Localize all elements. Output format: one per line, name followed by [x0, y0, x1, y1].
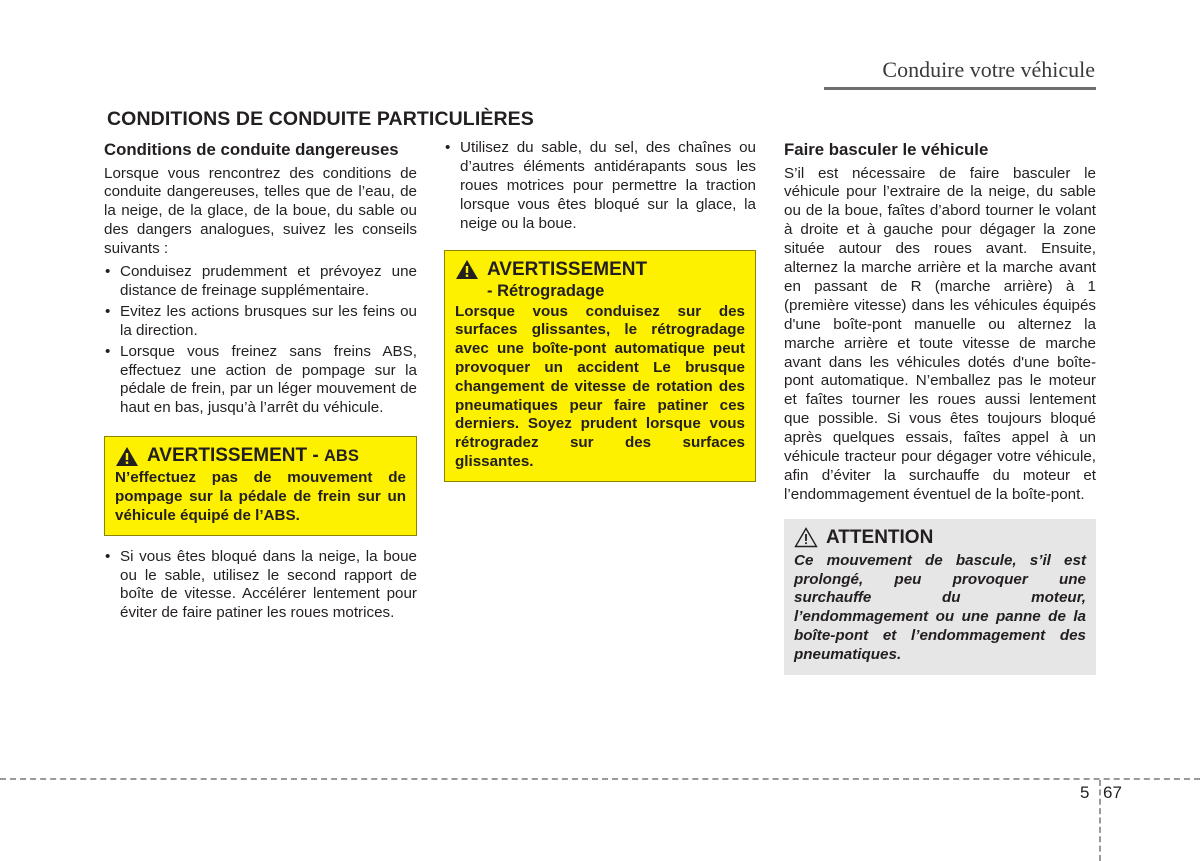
list-item: • Utilisez du sable, du sel, des chaînes ou d’autres éléments antidérapants sous les roues motrices pour permettre la traction lorsque vous êtes bloqué sur la glace, la neige ou la boue. [445, 139, 756, 232]
warning-header [115, 445, 406, 467]
list-item: • Conduisez prudemment et prévoyez une distance de freinage supplémentaire. [105, 263, 417, 299]
list-item: • Si vous êtes bloqué dans la neige, la boue ou le sable, utilisez le second rapport de boîte de vitesse. Accélérer lentement pour éviter de faire patiner les roues motrices. [105, 547, 417, 622]
section-title: CONDITIONS DE CONDUITE PARTICULIÈRES [107, 108, 534, 130]
caution-triangle-icon [794, 527, 818, 548]
attention-box [784, 519, 1096, 675]
intro-paragraph: Lorsque vous rencontrez des conditions de conduite dangereuses, telles que de l’eau, de la neige, de la glace, de la boue, du sable ou des dangers analogues, suivez les conseils suivants : [104, 164, 417, 258]
rocking-paragraph: S’il est nécessaire de faire basculer le véhicule pour l’extraire de la neige, du sable ou de la boue, faîtes d’abord tourner le volant à droite et à gauche pour dégager la zone située autour des roues avant. Ensuite, alternez la marche arrière et la marche avant en passant de R (marche arrière) à 1 (première vitesse) dans les véhicules équipés d'une boîte-pont manuelle ou alternez la marche arrière et toute vitesse de marche avant dans les véhicules dotés d'une boîte-pont automatique. N’emballez pas le moteur et faîtes tourner les roues aussi lentement que possible. Si vous êtes toujours bloqué après quelques essais, faîtes appel à un véhicule tracteur pour dégager votre véhicule, afin d’éviter la surchauffe du moteur et l’endommagement éventuel de la boîte-pont. [784, 164, 1096, 503]
column-2 [444, 139, 756, 482]
footer-rule [0, 778, 1200, 780]
heading-dangerous-conditions: Conditions de conduite dangereuses [104, 140, 399, 159]
column-3 [784, 140, 1096, 675]
attention-text: Ce mouvement de bascule, s’il est prolongé, peu provoquer une surchauffe du moteur, l’endommagement ou une panne de la boîte-pont et l’endommagement des pneumatiques. [794, 551, 1086, 663]
advice-list [104, 263, 417, 418]
warning-subtitle: - Rétrogradage [487, 281, 605, 300]
warning-title: AVERTISSEMENT [487, 258, 648, 280]
attention-header [794, 527, 1086, 549]
attention-title: ATTENTION [826, 526, 934, 548]
page-header-title: Conduire votre véhicule [882, 57, 1095, 82]
warning-text: N’effectuez pas de mouvement de pompage sur la pédale de frein sur un véhicule équipé de l’ABS. [115, 469, 406, 524]
warning-triangle-icon [455, 259, 479, 280]
warning-text: Lorsque vous conduisez sur des surfaces glissantes, le rétrogradage avec une boîte-pont automatique peut provoquer un accident Le brusque changement de vitesse de rotation des pneumatiques peur faire patiner ces derniers. Soyez prudent lorsque vous rétrogradez sur des surfaces glissantes. [455, 302, 745, 470]
list-item: • Lorsque vous freinez sans freins ABS, effectuez une action de pompage sur la pédale de frein, par un léger mouvement de haut en bas, jusqu’à l’arrêt du véhicule. [105, 342, 417, 417]
bullet-icon: • [445, 139, 451, 156]
footer-divider [1099, 780, 1101, 861]
bullet-icon: • [105, 263, 111, 281]
bullet-icon: • [105, 547, 111, 565]
bullet-icon: • [105, 302, 111, 320]
warning-box-downshift [444, 250, 756, 482]
list-item: • Evitez les actions brusques sur les feins ou la direction. [105, 302, 417, 339]
warning-box-abs [104, 436, 417, 535]
bullet-icon: • [105, 342, 111, 360]
column-1 [104, 140, 417, 625]
warning-triangle-icon [115, 446, 139, 467]
warning-title: AVERTISSEMENT - ABS [147, 445, 359, 467]
warning-header [455, 259, 745, 281]
advice-list-2 [104, 548, 417, 624]
chapter-number: 5 [1080, 783, 1090, 802]
page-number: 67 [1103, 783, 1122, 802]
heading-rocking-vehicle: Faire basculer le véhicule [784, 140, 989, 159]
header-rule [824, 87, 1096, 90]
advice-list-3 [444, 139, 756, 234]
